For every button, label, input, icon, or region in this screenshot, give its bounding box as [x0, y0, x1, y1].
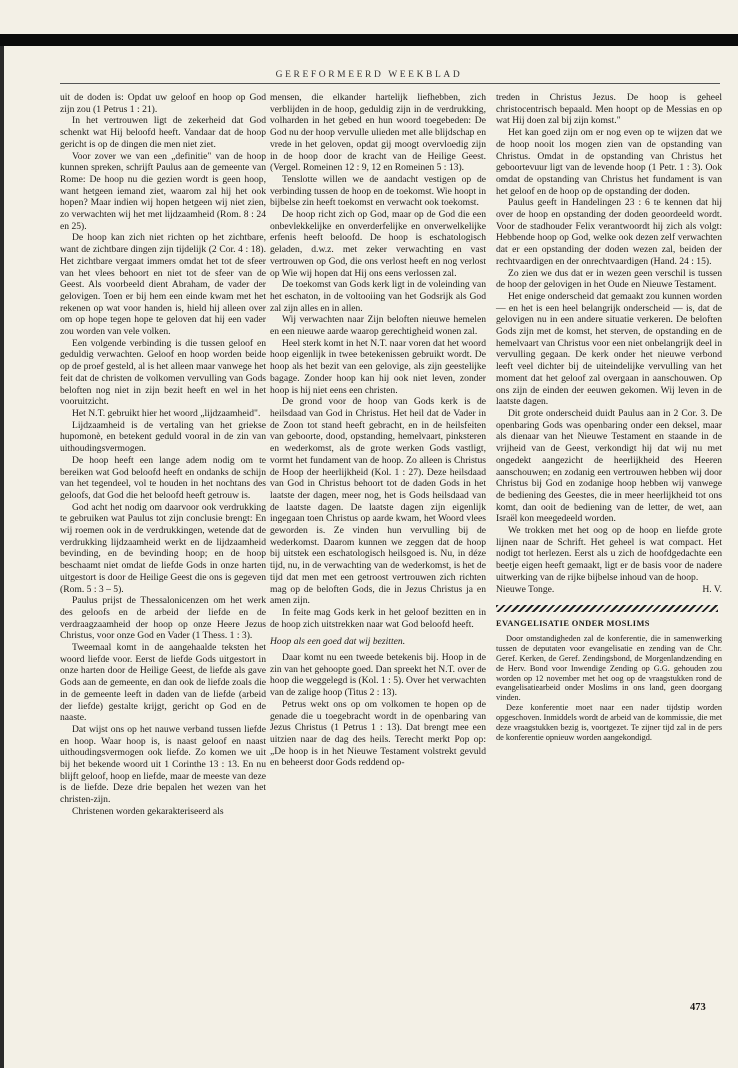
paragraph: De hoop heeft een lange adem nodig om te bereiken wat God beloofd heeft en ondanks de schijn van het tegendeel, vol te houden in het nochtans des geloofs, dat God die het beloofd heeft getrouw is. — [60, 454, 266, 501]
paragraph: Christenen worden gekarakteriseerd als — [72, 805, 224, 817]
paragraph: Zo zien we dus dat er in wezen geen verschil is tussen de hoop der gelovigen in het Oude en Nieuwe Testament. — [496, 267, 722, 291]
column-3 — [496, 92, 722, 743]
paragraph: Daar komt nu een tweede betekenis bij. Hoop in de zin van het gehoopte goed. Dan spreekt het N.T. over de hoop die weggelegd is (Kol. 1 : 5). Over het verwachten van de zalige hoop (Titus 2 : 13). — [270, 652, 486, 699]
paragraph: uit de doden is: Opdat uw geloof en hoop op God zijn zou (1 Petrus 1 : 21). — [60, 92, 266, 115]
running-header: GEREFORMEERD WEEKBLAD — [275, 70, 463, 80]
paragraph: Dat wijst ons op het nauwe verband tussen liefde en hoop. Waar hoop is, is naast geloof en naast uithoudingsvermogen ook liefde. Zo komen we uit bij het bekende woord uit 1 Corinthe 13 : 13. En nu blijft geloof, hoop en liefde, maar de meeste van deze is de liefde. Deze drie bepalen het wezen van het christen-zijn. — [60, 723, 266, 806]
paragraph: Het kan goed zijn om er nog even op te wijzen dat we de hoop nooit los mogen zien van de opstanding van Christus. Omdat in de opstanding van Christus het geboortevuur ligt van de levende hoop (1 Petr. 1 : 3). Ook omdat de opstanding van Christus het fundament is van het geloof en de hoop op de opstanding der doden. — [496, 127, 722, 197]
notice-title: EVANGELISATIE ONDER MOSLIMS — [496, 619, 650, 629]
author-signature — [496, 584, 722, 596]
paragraph: Het N.T. gebruikt hier het woord „lijdzaamheid". — [72, 407, 261, 419]
paragraph: De hoop richt zich op God, maar op de God die een onbevlekkelijke en onverderfelijke en onverwelkelijke erfenis heeft beloofd. De hoop is eschatologisch geladen, d.w.z. met zeker verwachting en vast vertrouwen op God, die ons verlost heeft en nog verlost op Wie wij hopen dat Hij ons eens verlossen zal. — [270, 209, 486, 279]
ornamental-divider — [496, 605, 718, 612]
page-number: 473 — [690, 1002, 706, 1013]
column-1 — [60, 92, 266, 818]
paragraph: Paulus prijst de Thessalonicenzen om het werk des geloofs en de arbeid der liefde en de verdraagzaamheid der hoop op onze Heere Jezus Christus, voor onze God en Vader (1 Thess. 1 : 3). — [60, 595, 266, 642]
paragraph: Petrus wekt ons op om volkomen te hopen op de genade die u toegebracht wordt in de openbaring van Jezus Christus (1 Petrus 1 : 13). Dat brengt mee een uitzien naar de dag des heils. Terecht merkt Pop op: „De hoop is in het Nieuwe Testament volstrekt gevuld en beheerst door Gods reddend op- — [270, 698, 486, 769]
column-2 — [270, 92, 486, 769]
header-rule — [60, 83, 720, 84]
notice-paragraph: Door omstandigheden zal de konferentie, die in samenwerking tussen de deputaten voor evangelisatie en zending van de Chr. Geref. Kerken, de Geref. Zendingsbond, de Morgenlandzending en de Herv. Bond voor Inwendige Zending op G.G. gehouden zou worden op 12 november met het oog op de vraagstukken rond de evangelisatiearbeid onder Moslims in ons land, geen doorgang vinden. — [496, 633, 722, 703]
paragraph: De grond voor de hoop van Gods kerk is de heilsdaad van God in Christus. Het heil dat de Vader in de Zoon tot stand heeft gebracht, en in de heilsfeiten van geboorte, dood, opstanding, hemelvaart, pinksteren en wederkomst, als de grote werken Gods vastligt, vormt het fundament van de hoop. Zo alleen is Christus de Hoop der heerlijkheid (Kol. 1 : 27). Deze heilsdaad van God in Christus behoort tot de daden Gods in het laatste der dagen, meer nog, het is Gods heilsdaad van de laatste dagen. De laatste dagen zijn eigenlijk ingegaan toen Christus op aarde kwam, het Woord vlees geworden is. Ze vinden hun vervulling bij de wederkomst. Daarom kunnen we zeggen dat de hoop bij uitstek een eschatologisch heilsgoed is. Nu, in déze tijd, nu, in de verwachting van de wederkomst, is het de tijd dat men met een getroost vertrouwen zich richten mag op de beloften Gods, die in Jezus Christus ja en amen zijn. — [270, 396, 486, 607]
paragraph: Heel sterk komt in het N.T. naar voren dat het woord hoop eigenlijk in twee betekenissen gebruikt wordt. De hoop als het bezit van een gelovige, als zijn geestelijke bagage. Zonder hoop kan hij ook niet leven, zonder hoop is hij niet eens een christen. — [270, 337, 486, 396]
paragraph: Paulus geeft in Handelingen 23 : 6 te kennen dat hij over de hoop en opstanding der doden geoordeeld wordt. Voor de stadhouder Felix verantwoordt hij zich als volgt: Hebbende hoop op God, welke ook dezen zelf verwachten dat er een opstanding der doden wezen zal, beiden der rechtvaardigen en der onrechtvaardigen (Hand. 24 : 15). — [496, 197, 722, 267]
paragraph: We trokken met het oog op de hoop en liefde grote lijnen naar de Schrift. Het geheel is wat compact. Het nodigt tot herlezen. Eerst als u zich de hoofdgedachte een beetje eigen heeft gemaakt, ligt er de basis voor de nadere uitwerking van de rijke bijbelse inhoud van de hoop. — [496, 525, 722, 583]
paragraph: Wij verwachten naar Zijn beloften nieuwe hemelen en een nieuwe aarde waarop gerechtigheid wonen zal. — [270, 314, 486, 338]
paragraph: In het vertrouwen ligt de zekerheid dat God schenkt wat Hij beloofd heeft. Vandaar dat de hoop gericht is op de dingen die men niet ziet. — [60, 115, 266, 150]
paragraph: treden in Christus Jezus. De hoop is geheel christocentrisch bepaald. Men hoopt op de Messias en op wat Hij doen zal bij zijn komst." — [496, 92, 722, 127]
paragraph: Lijdzaamheid is de vertaling van het griekse hupomonè, en betekent geduld vooral in de zin van uithoudingsvermogen. — [60, 419, 266, 455]
paragraph: mensen, die elkander hartelijk liefhebben, zich verblijden in de hoop, geduldig zijn in de verdrukking, volharden in het gebed en hun woord toegebeden: De God nu der hoop vervulle ulieden met alle blijdschap en vrede in het geloven, opdat gij moogt overvloedig zijn in de hoop door de kracht van de Heilige Geest. (Vergel. Romeinen 12 : 9, 12 en Romeinen 5 : 13). — [270, 92, 486, 174]
paragraph: Voor zover we van een „definitie" van de hoop kunnen spreken, schrijft Paulus aan de gemeente van Rome: De hoop nu die gezien wordt is geen hoop, want hetgeen iemand ziet, waarom zal hij het ook hopen? Maar indien wij hopen hetgeen wij niet zien, zo verwachten wij het met lijdzaamheid (Rom. 8 : 24 en 25). — [60, 150, 266, 232]
page-left-edge — [0, 46, 4, 1068]
paragraph: De hoop kan zich niet richten op het zichtbare, want de zichtbare dingen zijn tijdelijk (2 Cor. 4 : 18). Het zichtbare vergaat immers omdat het tot de sfeer van het vlees behoort en niet tot de sfeer van de Geest. Als voorbeeld dient Abraham, de vader der gelovigen. Toen er bij hem een einde kwam met het rekenen op wat voor handen is, hield hij alleen over om op hope tegen hope te geloven dat hij een vader zou worden van vele volken. — [60, 232, 266, 338]
notice-paragraph: Deze konferentie moet naar een nader tijdstip worden opgeschoven. Inmiddels wordt de arbeid van de kommissie, die met deze vraagstukken bezig is, voortgezet. Te zijner tijd zal in de pers de konferentie opnieuw worden aangekondigd. — [496, 703, 722, 742]
signature-initials: H. V. — [702, 583, 722, 595]
notice-body — [496, 634, 722, 743]
section-subheading: Hoop als een goed dat wij bezitten. — [270, 636, 406, 648]
paragraph: Dit grote onderscheid duidt Paulus aan in 2 Cor. 3. De openbaring Gods was openbaring onder een deksel, maar als dienaar van het Nieuwe Testament en staande in de vrijheid van de Geest, verkondigt hij dat wij nu met ongedekt aangezicht de heerlijkheid des Heeren aanschouwen; en zodanig een vertrouwen hebben wij door Christus bij God en zodanige hoop hebben wij vanwege de bediening des Geestes, die in meer heerlijkheid tot ons komt, dan ooit de bediening van de letter, de wet, aan Israël kon meegedeeld worden. — [496, 407, 722, 525]
page-top-border — [0, 34, 738, 46]
paragraph: De toekomst van Gods kerk ligt in de voleinding van het eschaton, in de voltooiing van het Godsrijk als God zal zijn alles en in allen. — [270, 279, 486, 314]
signature-place: Nieuwe Tonge. — [496, 583, 555, 595]
paragraph: Een volgende verbinding is die tussen geloof en geduldig verwachten. Geloof en hoop worden beide op de proef gesteld, al is het alleen maar vanwege het feit dat de christen de volkomen vervulling van Gods beloften nog niet in zijn bezit heeft en wel in het vooruitzicht. — [60, 337, 266, 408]
paragraph: Tenslotte willen we de aandacht vestigen op de verbinding tussen de hoop en de toekomst. Wie hoopt in bijbelse zin heeft toekomst en verwacht ook toekomst. — [270, 173, 486, 209]
paragraph: Tweemaal komt in de aangehaalde teksten het woord liefde voor. Eerst de liefde Gods uitgestort in onze harten door de Heilige Geest, de liefde als gave Gods aan de gemeente, en dan ook de liefde zoals die in de gemeente leeft in daden van de liefde (arbeid der liefde) gestalte krijgt, gericht op God en de naaste. — [60, 642, 266, 724]
paragraph: Het enige onderscheid dat gemaakt zou kunnen worden — en het is een heel belangrijk onderscheid — is, dat de gelovigen nu in een andere situatie verkeren. De beloften Gods zijn met de komst, het sterven, de opstanding en de hemelvaart van Christus voor een niet onbelangrijk deel in vervulling gegaan. De kerk onder het nieuwe verbond leeft veel dichter bij de uiteindelijke vervulling van het moment dat het geloof zal overgaan in aanschouwen. Op ons zijn de einden der eeuwen gekomen. Wij leven in de laatste dagen. — [496, 290, 722, 408]
paragraph: God acht het nodig om daarvoor ook verdrukking te gebruiken wat Paulus tot zijn conclusie brengt: En wij roemen ook in de verdrukkingen, wetende dat de verdrukking lijdzaamheid werkt en de lijdzaamheid bevinding, en de bevinding hoop; en de hoop beschaamt niet omdat de liefde Gods in onze harten uitgestort is door de Heilige Geest die ons is gegeven (Rom. 5 : 3 – 5). — [60, 501, 266, 595]
paragraph: In feite mag Gods kerk in het geloof bezitten en in de hoop zich uitstrekken naar wat God beloofd heeft. — [270, 606, 486, 630]
